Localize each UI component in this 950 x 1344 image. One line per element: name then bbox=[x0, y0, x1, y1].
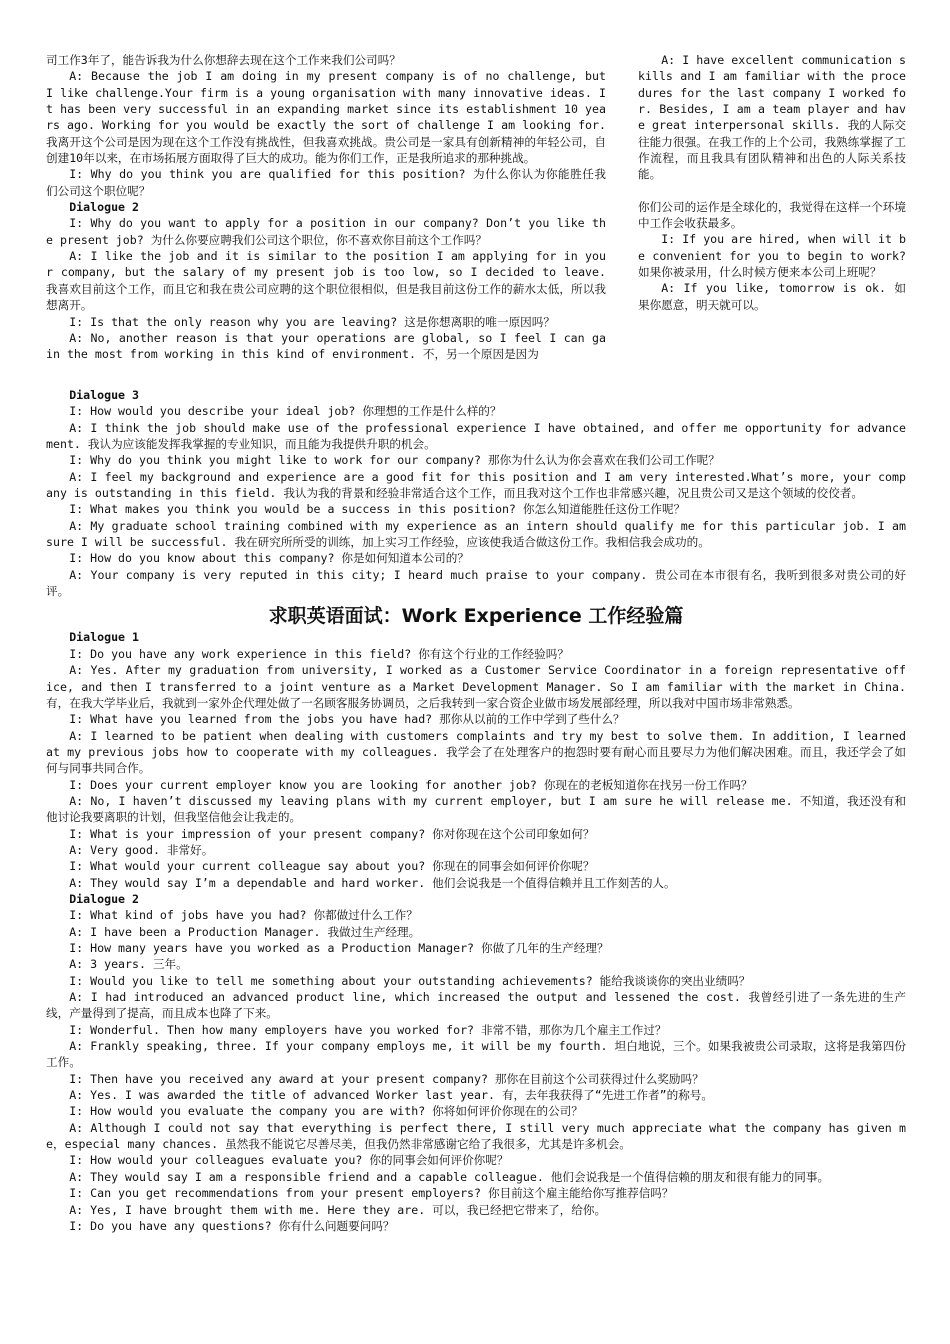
paragraph: I: What would your current colleague say about you? 你现在的同事会如何评价你呢？ bbox=[69, 859, 595, 874]
paragraph: A: Because the job I am doing in my present company is of no challenge, but I like challenge.Your firm is a young organisation with many innovative ideas. It has been very successful in an expanding market since its establishment 10 years ago. Working for you would be exactly the sort of challenge I am looking for. 我离开这个公司是因为现在这个工作没有挑战性，但我喜欢挑战。贵公司是一家具有创新精神的年轻公司，自创建10年以来，在市场拓展方面取得了巨大的成功。能为你们工作，正是我所追求的那种挑战。 bbox=[46, 69, 606, 166]
paragraph: I: How would you describe your ideal job? 你理想的工作是什么样的？ bbox=[69, 404, 502, 419]
right-column bbox=[638, 52, 906, 313]
paragraph: A: I think the job should make use of the professional experience I have obtained, and offer me opportunity for advancement. 我认为应该能发挥我掌握的专业知识，而且能为我提供升职的机会。 bbox=[46, 420, 906, 452]
paragraph: A: My graduate school training combined with my experience as an intern should qualify me for this particular job. I am sure I will be successful. 我在研究所所受的训练，加上实习工作经验，应该使我适合做这份工作。我相信我会成功的。 bbox=[46, 518, 906, 550]
paragraph: A: Yes, I have brought them with me. Here they are. 可以，我已经把它带来了，给你。 bbox=[69, 1202, 607, 1217]
paragraph: A: I feel my background and experience are a good fit for this position and I am very interested.What’s more, your company is outstanding in this field. 我认为我的背景和经验非常适合这个工作，而且我对这个工作也非常感兴趣，况且贵公司又是这个领域的佼佼者。 bbox=[46, 469, 906, 501]
dialogue-heading: Dialogue 1 bbox=[69, 630, 139, 645]
paragraph: A: Very good. 非常好。 bbox=[69, 842, 214, 857]
two-column-section bbox=[46, 52, 906, 387]
paragraph: I: How do you know about this company? 你是如何知道本公司的？ bbox=[69, 551, 469, 566]
paragraph: I: What makes you think you would be a success in this position? 你怎么知道能胜任这份工作呢？ bbox=[69, 502, 686, 517]
document-page bbox=[46, 52, 906, 1234]
paragraph: I: What have you learned from the jobs you have had? 那你从以前的工作中学到了些什么？ bbox=[69, 712, 625, 727]
paragraph: I: How would your colleagues evaluate you? 你的同事会如何评价你呢？ bbox=[69, 1153, 509, 1168]
paragraph: A: They would say I am a responsible friend and a capable colleague. 他们会说我是一个值得信赖的朋友和很有能力的同事。 bbox=[69, 1169, 830, 1184]
paragraph: A: Frankly speaking, three. If your company employs me, it will be my fourth. 坦白地说，三个。如果我被贵公司录取，这将是我第四份工作。 bbox=[46, 1039, 906, 1070]
dialogue-heading: Dialogue 2 bbox=[69, 891, 139, 906]
full-width-section bbox=[46, 387, 906, 1234]
dialogue-heading: Dialogue 2 bbox=[69, 200, 139, 215]
paragraph: A: Although I could not say that everything is perfect there, I still very much appreciate what the company has given me，especial many chances. 虽然我不能说它尽善尽美，但我仍然非常感谢它给了我很多，尤其是许多机会。 bbox=[46, 1120, 906, 1152]
left-column bbox=[46, 52, 606, 363]
paragraph: I: What is your impression of your present company? 你对你现在这个公司印象如何？ bbox=[69, 826, 595, 841]
paragraph: A: Your company is very reputed in this city; I heard much praise to your company. 贵公司在本市很有名，我听到很多对贵公司的好评。 bbox=[46, 567, 906, 599]
paragraph: A: 3 years. 三年。 bbox=[69, 957, 188, 972]
paragraph: I: Do you have any work experience in this field? 你有这个行业的工作经验吗？ bbox=[69, 646, 569, 661]
paragraph: 你们公司的运作是全球化的，我觉得在这样一个环境中工作会收获最多。 bbox=[638, 199, 906, 231]
paragraph: I: Would you like to tell me something about your outstanding achievements? 能给我谈谈你的突出业绩吗？ bbox=[69, 973, 751, 988]
paragraph: A: I have been a Production Manager. 我做过生产经理。 bbox=[69, 924, 421, 939]
paragraph: I: Wonderful. Then how many employers have you worked for? 非常不错，那你为几个雇主工作过？ bbox=[69, 1022, 667, 1037]
paragraph: A: Yes. I was awarded the title of advanced Worker last year. 有，去年我获得了“先进工作者”的称号。 bbox=[69, 1088, 714, 1103]
paragraph: A: If you like, tomorrow is ok. 如果你愿意，明天就可以。 bbox=[638, 281, 906, 312]
paragraph: I: What kind of jobs have you had? 你都做过什么工作？ bbox=[69, 908, 418, 923]
paragraph: I: If you are hired, when will it be convenient for you to begin to work? 如果你被录用，什么时候方便来本公司上班呢？ bbox=[638, 232, 906, 280]
paragraph: I: How many years have you worked as a Production Manager? 你做了几年的生产经理？ bbox=[69, 941, 609, 955]
paragraph: A: I had introduced an advanced product line, which increased the output and lessened the cost. 我曾经引进了一条先进的生产线，产量得到了提高，而且成本也降了下来。 bbox=[46, 990, 906, 1021]
paragraph: A: Yes. After my graduation from university, I worked as a Customer Service Coordinator in a foreign representative office, and then I transferred to a joint venture as a Market Development Manager. So I am familiar with the market in China. 有，在我大学毕业后，我就到一家外企代理处做了一名顾客服务协调员，之后我转到一家合资企业做市场发展部经理，所以我对中国市场非常熟悉。 bbox=[46, 663, 906, 710]
paragraph: I: Why do you think you are qualified for this position? 为什么你认为你能胜任我们公司这个职位呢？ bbox=[46, 167, 606, 198]
section-title: 求职英语面试：Work Experience 工作经验篇 bbox=[268, 605, 684, 628]
paragraph: I: Can you get recommendations from your present employers? 你目前这个雇主能给你写推荐信吗？ bbox=[69, 1186, 674, 1201]
paragraph: I: How would you evaluate the company you are with? 你将如何评价你现在的公司？ bbox=[69, 1104, 583, 1119]
paragraph: A: I have excellent communication skills and I am familiar with the procedures for the last company I worked for. Besides, I am a team player and have great interpersonal skills. 我的人际交往能力很强。在我工作的上个公司，我熟练掌握了工作流程，而且我具有团队精神和出色的人际关系技能。 bbox=[638, 53, 906, 182]
spacer bbox=[638, 183, 906, 199]
dialogue-heading: Dialogue 3 bbox=[69, 388, 139, 402]
paragraph: I: Why do you want to apply for a position in our company? Don’t you like the present job? 为什么你要应聘我们公司这个职位，你不喜欢你目前这个工作吗？ bbox=[46, 216, 606, 247]
paragraph: 司工作3年了，能告诉我为什么你想辞去现在这个工作来我们公司吗？ bbox=[46, 53, 401, 67]
paragraph: A: I learned to be patient when dealing with customers complaints and try my best to solve them. In addition, I learned at my previous jobs how to cooperate with my colleagues. 我学会了在处理客户的抱怨时要有耐心而且要尽力为他们解决困难。而且，我还学会了如何与同事共同合作。 bbox=[46, 728, 906, 776]
paragraph: A: No, I haven’t discussed my leaving plans with my current employer, but I am sure he will release me. 不知道，我还没有和他讨论我要离职的计划，但我坚信他会让我走的。 bbox=[46, 793, 906, 825]
paragraph: A: No, another reason is that your operations are global, so I feel I can gain the most from working in this kind of environment. 不，另一个原因是因为 bbox=[46, 330, 606, 362]
paragraph: A: They would say I’m a dependable and hard worker. 他们会说我是一个值得信赖并且工作刻苦的人。 bbox=[69, 875, 676, 890]
paragraph: I: Does your current employer know you are looking for another job? 你现在的老板知道你在找另一份工作吗？ bbox=[69, 777, 753, 792]
paragraph: I: Is that the only reason why you are leaving? 这是你想离职的唯一原因吗？ bbox=[69, 314, 555, 329]
paragraph: A: I like the job and it is similar to the position I am applying for in your company, but the salary of my present job is too low, so I decided to leave. 我喜欢目前这个工作，而且它和我在贵公司应聘的这个职位很相似，但是我目前这份工作的薪水太低，所以我想离开。 bbox=[46, 249, 606, 313]
paragraph: I: Why do you think you might like to work for our company? 那你为什么认为你会喜欢在我们公司工作呢？ bbox=[69, 453, 720, 468]
paragraph: I: Do you have any questions? 你有什么问题要问吗？ bbox=[69, 1218, 395, 1233]
paragraph: I: Then have you received any award at your present company? 那你在目前这个公司获得过什么奖励吗？ bbox=[69, 1071, 704, 1086]
